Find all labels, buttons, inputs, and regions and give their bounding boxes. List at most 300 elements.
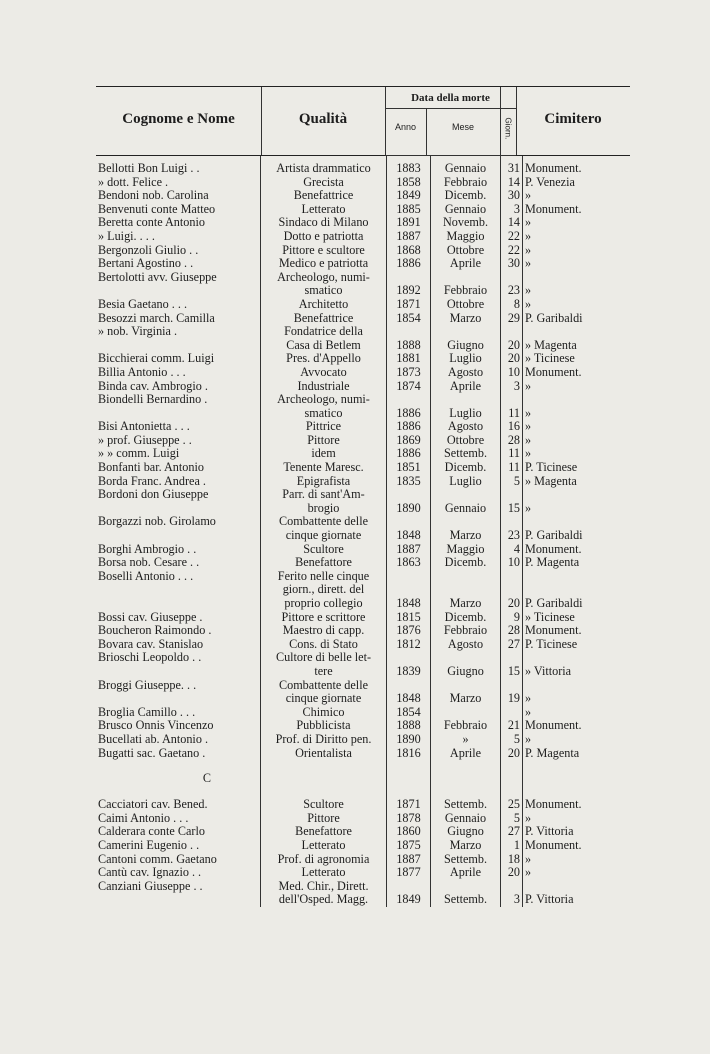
- cell-mese: [431, 679, 501, 693]
- cell-mese: Agosto: [431, 638, 501, 652]
- cell-anno: 1854: [387, 312, 431, 326]
- cell-qualita: proprio collegio: [261, 597, 387, 611]
- table-row: [96, 203, 631, 217]
- cell-anno: 1860: [387, 825, 431, 839]
- cell-qualita: Prof. di Diritto pen.: [261, 733, 387, 747]
- cell-qualita: Sindaco di Milano: [261, 216, 387, 230]
- cell-giorno: 15: [501, 665, 523, 679]
- cell-qualita: Fondatrice della: [261, 325, 387, 339]
- cell-cimitero: [523, 393, 632, 407]
- cell-giorno: [501, 325, 523, 339]
- table-row: [96, 298, 631, 312]
- cell-anno: [387, 651, 431, 665]
- cell-qualita: Ferito nelle cinque: [261, 570, 387, 584]
- cell-mese: Dicemb.: [431, 556, 501, 570]
- cell-mese: »: [431, 733, 501, 747]
- cell-cimitero: [523, 325, 632, 339]
- cell-cimitero: »: [523, 407, 632, 421]
- cell-giorno: 11: [501, 461, 523, 475]
- cell-anno: [387, 488, 431, 502]
- cell-qualita: Benefattrice: [261, 312, 387, 326]
- table-row: [96, 733, 631, 747]
- cell-anno: 1871: [387, 298, 431, 312]
- cell-qualita: Pittore e scultore: [261, 244, 387, 258]
- cell-giorno: 22: [501, 230, 523, 244]
- cell-cimitero: [523, 583, 632, 597]
- cell-cimitero: »: [523, 298, 632, 312]
- cell-mese: Aprile: [431, 257, 501, 271]
- cell-mese: [431, 325, 501, 339]
- cell-nome: Bendoni nob. Carolina: [98, 189, 209, 203]
- cell-nome: Bossi cav. Giuseppe .: [98, 610, 203, 624]
- cell-anno: 1886: [387, 447, 431, 461]
- table-row: [96, 257, 631, 271]
- cell-cimitero: [523, 515, 632, 529]
- header-qualita: Qualità: [298, 111, 348, 127]
- cell-anno: 1848: [387, 597, 431, 611]
- cell-giorno: 11: [501, 407, 523, 421]
- cell-mese: Gennaio: [431, 812, 501, 826]
- cell-qualita: giorn., dirett. del: [261, 583, 387, 597]
- cell-nome: [96, 597, 261, 611]
- cell-cimitero: Monument.: [523, 798, 632, 812]
- cell-anno: 1891: [387, 216, 431, 230]
- cell-mese: Marzo: [431, 597, 501, 611]
- cell-anno: 1858: [387, 176, 431, 190]
- cell-qualita: Scultore: [261, 798, 387, 812]
- cell-cimitero: Monument.: [523, 203, 632, 217]
- cell-mese: [431, 488, 501, 502]
- cell-qualita: Cons. di Stato: [261, 638, 387, 652]
- cell-mese: [431, 515, 501, 529]
- cell-nome: [96, 339, 261, 353]
- cell-qualita: Pittrice: [261, 420, 387, 434]
- cell-giorno: 16: [501, 420, 523, 434]
- cell-anno: 1888: [387, 719, 431, 733]
- table-row: [96, 679, 631, 693]
- cell-cimitero: P. Garibaldi: [523, 529, 632, 543]
- cell-qualita: Archeologo, numi-: [261, 393, 387, 407]
- cell-giorno: 3: [501, 380, 523, 394]
- cell-qualita: Medico e patriotta: [261, 257, 387, 271]
- cell-nome: Borgazzi nob. Girolamo: [98, 515, 216, 529]
- cell-nome: » nob. Virginia .: [98, 325, 178, 339]
- cell-nome: Cantù cav. Ignazio . .: [98, 866, 202, 880]
- cell-anno: 1874: [387, 380, 431, 394]
- cell-nome: Bergonzoli Giulio . .: [98, 243, 199, 257]
- cell-qualita: Chimico: [261, 706, 387, 720]
- cell-anno: [387, 583, 431, 597]
- cell-cimitero: »: [523, 257, 632, 271]
- table-row: [96, 839, 631, 853]
- table-row: [96, 866, 631, 880]
- cell-nome: [96, 893, 261, 907]
- cell-nome: Brioschi Leopoldo . .: [98, 651, 202, 665]
- cell-cimitero: »: [523, 216, 632, 230]
- cell-nome: [96, 502, 261, 516]
- cell-cimitero: P. Magenta: [523, 556, 632, 570]
- cell-mese: [431, 570, 501, 584]
- cell-mese: Luglio: [431, 352, 501, 366]
- table-row: [96, 893, 631, 907]
- cell-qualita: brogio: [261, 502, 387, 516]
- cell-cimitero: »: [523, 244, 632, 258]
- cell-cimitero: »: [523, 706, 632, 720]
- table-row: [96, 461, 631, 475]
- cell-qualita: Artista drammatico: [261, 162, 387, 176]
- cell-cimitero: P. Venezia: [523, 176, 632, 190]
- cell-mese: Giugno: [431, 825, 501, 839]
- table-row: [96, 597, 631, 611]
- cell-anno: 1887: [387, 853, 431, 867]
- cell-mese: Novemb.: [431, 216, 501, 230]
- cell-giorno: 5: [501, 733, 523, 747]
- cell-anno: [387, 880, 431, 894]
- cell-mese: Settemb.: [431, 798, 501, 812]
- cell-anno: 1849: [387, 893, 431, 907]
- cell-nome: Bovara cav. Stanislao: [98, 637, 204, 651]
- cell-qualita: Casa di Betlem: [261, 339, 387, 353]
- cell-mese: Gennaio: [431, 502, 501, 516]
- cell-qualita: Benefattore: [261, 556, 387, 570]
- cell-qualita: Letterato: [261, 203, 387, 217]
- cell-nome: [96, 665, 261, 679]
- cell-mese: Ottobre: [431, 244, 501, 258]
- cell-giorno: 20: [501, 352, 523, 366]
- cell-nome: » dott. Felice .: [98, 175, 169, 189]
- table-row: [96, 853, 631, 867]
- cell-nome: Calderara conte Carlo: [98, 825, 205, 839]
- cell-mese: Aprile: [431, 747, 501, 761]
- cell-giorno: [501, 271, 523, 285]
- cell-mese: Dicemb.: [431, 611, 501, 625]
- cell-nome: Borghi Ambrogio . .: [98, 542, 197, 556]
- cell-cimitero: Monument.: [523, 162, 632, 176]
- cell-nome: [96, 407, 261, 421]
- table-row: [96, 502, 631, 516]
- cell-anno: 1815: [387, 611, 431, 625]
- table-row: [96, 475, 631, 489]
- cell-mese: Giugno: [431, 339, 501, 353]
- cell-cimitero: »: [523, 502, 632, 516]
- cell-qualita: Avvocato: [261, 366, 387, 380]
- cell-nome: Bisi Antonietta . . .: [98, 420, 190, 434]
- cell-mese: Ottobre: [431, 298, 501, 312]
- cell-qualita: Dotto e patriotta: [261, 230, 387, 244]
- cell-mese: Dicemb.: [431, 189, 501, 203]
- cell-anno: 1887: [387, 543, 431, 557]
- table-row: [96, 312, 631, 326]
- cell-nome: » » comm. Luigi: [98, 447, 180, 461]
- cell-qualita: Pres. d'Appello: [261, 352, 387, 366]
- header-anno: Anno: [394, 122, 417, 132]
- cell-giorno: 15: [501, 502, 523, 516]
- cell-mese: Maggio: [431, 543, 501, 557]
- cell-anno: 1881: [387, 352, 431, 366]
- cell-anno: 1839: [387, 665, 431, 679]
- cell-cimitero: Monument.: [523, 624, 632, 638]
- table-row: [96, 339, 631, 353]
- table-row: [96, 719, 631, 733]
- cell-qualita: Parr. di sant'Am-: [261, 488, 387, 502]
- table-row: [96, 230, 631, 244]
- table-row: [96, 825, 631, 839]
- cell-qualita: smatico: [261, 284, 387, 298]
- cell-giorno: 20: [501, 339, 523, 353]
- cell-giorno: 8: [501, 298, 523, 312]
- header-data-morte: Data della morte: [411, 92, 490, 104]
- cell-giorno: 3: [501, 203, 523, 217]
- cell-cimitero: »: [523, 692, 632, 706]
- table-row: [96, 325, 631, 339]
- cell-qualita: Tenente Maresc.: [261, 461, 387, 475]
- cell-qualita: Benefattrice: [261, 189, 387, 203]
- table-row: [96, 393, 631, 407]
- section-letter-row: [96, 760, 631, 798]
- cell-giorno: [501, 583, 523, 597]
- cell-nome: Boucheron Raimondo .: [98, 624, 212, 638]
- cell-nome: Camerini Eugenio . .: [98, 838, 200, 852]
- cell-nome: [96, 529, 261, 543]
- cell-anno: 1849: [387, 189, 431, 203]
- cell-cimitero: »: [523, 853, 632, 867]
- cell-giorno: [501, 515, 523, 529]
- cell-cimitero: »: [523, 284, 632, 298]
- cell-anno: 1892: [387, 284, 431, 298]
- table-row: [96, 692, 631, 706]
- cell-cimitero: P. Magenta: [523, 747, 632, 761]
- cell-cimitero: [523, 651, 632, 665]
- cell-qualita: Benefattore: [261, 825, 387, 839]
- cell-anno: 1871: [387, 798, 431, 812]
- cell-mese: Agosto: [431, 420, 501, 434]
- cell-anno: 1854: [387, 706, 431, 720]
- cell-anno: 1886: [387, 420, 431, 434]
- cell-mese: Febbraio: [431, 719, 501, 733]
- cell-giorno: 3: [501, 893, 523, 907]
- cell-nome: Benvenuti conte Matteo: [98, 202, 216, 216]
- cell-giorno: 1: [501, 839, 523, 853]
- cell-qualita: Prof. di agronomia: [261, 853, 387, 867]
- cell-cimitero: »: [523, 434, 632, 448]
- cell-cimitero: »: [523, 812, 632, 826]
- cell-qualita: Letterato: [261, 866, 387, 880]
- cell-mese: Settemb.: [431, 893, 501, 907]
- register-body: [96, 156, 631, 907]
- cell-mese: Dicemb.: [431, 461, 501, 475]
- table-row: [96, 556, 631, 570]
- cell-cimitero: [523, 488, 632, 502]
- cell-anno: 1890: [387, 502, 431, 516]
- cell-qualita: Letterato: [261, 839, 387, 853]
- cell-qualita: Archeologo, numi-: [261, 271, 387, 285]
- cell-nome: Bicchierai comm. Luigi: [98, 352, 215, 366]
- table-header: [96, 86, 630, 156]
- cell-mese: Marzo: [431, 692, 501, 706]
- cell-mese: Febbraio: [431, 176, 501, 190]
- cell-nome: [96, 284, 261, 298]
- cell-nome: » prof. Giuseppe . .: [98, 433, 192, 447]
- cell-mese: Settemb.: [431, 447, 501, 461]
- cell-anno: 1816: [387, 747, 431, 761]
- cell-giorno: 20: [501, 866, 523, 880]
- cell-mese: [431, 706, 501, 720]
- cell-cimitero: P. Garibaldi: [523, 312, 632, 326]
- cell-nome: Cacciatori cav. Bened.: [98, 798, 208, 812]
- table-row: [96, 352, 631, 366]
- cell-giorno: [501, 570, 523, 584]
- cell-nome: [96, 583, 261, 597]
- cell-nome: Bordoni don Giuseppe: [98, 488, 209, 502]
- table-row: [96, 162, 631, 176]
- cell-cimitero: Monument.: [523, 839, 632, 853]
- cell-anno: 1888: [387, 339, 431, 353]
- cell-anno: [387, 393, 431, 407]
- cell-giorno: 30: [501, 189, 523, 203]
- cell-giorno: 23: [501, 529, 523, 543]
- table-row: [96, 543, 631, 557]
- cell-mese: Luglio: [431, 407, 501, 421]
- cell-anno: 1873: [387, 366, 431, 380]
- cell-anno: 1886: [387, 407, 431, 421]
- cell-nome: Borsa nob. Cesare . .: [98, 556, 200, 570]
- cell-qualita: Pittore: [261, 812, 387, 826]
- table-row: [96, 407, 631, 421]
- cell-nome: Bucellati ab. Antonio .: [98, 732, 209, 746]
- cell-qualita: cinque giornate: [261, 692, 387, 706]
- cell-cimitero: P. Ticinese: [523, 461, 632, 475]
- cell-giorno: [501, 679, 523, 693]
- cell-qualita: cinque giornate: [261, 529, 387, 543]
- cell-nome: Besia Gaetano . . .: [98, 297, 188, 311]
- cell-anno: 1886: [387, 257, 431, 271]
- cell-mese: Giugno: [431, 665, 501, 679]
- cell-qualita: Med. Chir., Dirett.: [261, 880, 387, 894]
- header-cognome-nome: Cognome e Nome: [122, 111, 235, 127]
- cell-anno: 1848: [387, 529, 431, 543]
- cell-mese: Ottobre: [431, 434, 501, 448]
- table-row: [96, 570, 631, 584]
- cell-nome: Bellotti Bon Luigi . .: [98, 162, 200, 175]
- cell-giorno: [501, 651, 523, 665]
- cell-qualita: Cultore di belle let-: [261, 651, 387, 665]
- cell-mese: Luglio: [431, 475, 501, 489]
- cell-cimitero: »: [523, 733, 632, 747]
- cell-nome: Broglia Camillo . . .: [98, 705, 196, 719]
- section-letter: C: [202, 771, 212, 786]
- cell-cimitero: [523, 570, 632, 584]
- register-table: [96, 86, 630, 907]
- cell-nome: Canziani Giuseppe . .: [98, 879, 203, 893]
- cell-giorno: 28: [501, 434, 523, 448]
- cell-cimitero: [523, 271, 632, 285]
- cell-mese: [431, 271, 501, 285]
- cell-cimitero: P. Vittoria: [523, 825, 632, 839]
- cell-qualita: tere: [261, 665, 387, 679]
- table-row: [96, 706, 631, 720]
- cell-mese: Marzo: [431, 529, 501, 543]
- cell-giorno: 10: [501, 366, 523, 380]
- cell-mese: Maggio: [431, 230, 501, 244]
- cell-anno: 1887: [387, 230, 431, 244]
- cell-anno: 1878: [387, 812, 431, 826]
- cell-qualita: idem: [261, 447, 387, 461]
- cell-cimitero: [523, 880, 632, 894]
- cell-qualita: Pittore e scrittore: [261, 611, 387, 625]
- table-row: [96, 447, 631, 461]
- cell-nome: [96, 692, 261, 706]
- cell-giorno: 27: [501, 638, 523, 652]
- cell-giorno: [501, 488, 523, 502]
- table-row: [96, 515, 631, 529]
- cell-nome: Broggi Giuseppe. . .: [98, 678, 197, 692]
- table-row: [96, 665, 631, 679]
- cell-nome: Cantoni comm. Gaetano: [98, 852, 217, 866]
- cell-giorno: 28: [501, 624, 523, 638]
- cell-mese: Febbraio: [431, 624, 501, 638]
- cell-giorno: 20: [501, 747, 523, 761]
- table-row: [96, 176, 631, 190]
- cell-giorno: 29: [501, 312, 523, 326]
- cell-anno: 1851: [387, 461, 431, 475]
- table-row: [96, 216, 631, 230]
- cell-anno: [387, 679, 431, 693]
- cell-cimitero: »: [523, 189, 632, 203]
- cell-anno: 1875: [387, 839, 431, 853]
- table-row: [96, 380, 631, 394]
- cell-qualita: Combattente delle: [261, 679, 387, 693]
- table-row: [96, 420, 631, 434]
- cell-nome: Bugatti sac. Gaetano .: [98, 746, 206, 760]
- table-row: [96, 583, 631, 597]
- cell-cimitero: Monument.: [523, 543, 632, 557]
- cell-anno: 1885: [387, 203, 431, 217]
- cell-cimitero: Monument.: [523, 366, 632, 380]
- cell-nome: Borda Franc. Andrea .: [98, 474, 206, 488]
- cell-cimitero: » Vittoria: [523, 665, 632, 679]
- cell-qualita: Orientalista: [261, 747, 387, 761]
- cell-giorno: 30: [501, 257, 523, 271]
- cell-mese: Marzo: [431, 312, 501, 326]
- cell-giorno: 5: [501, 475, 523, 489]
- cell-giorno: 20: [501, 597, 523, 611]
- table-row: [96, 798, 631, 812]
- header-divider: [385, 155, 516, 156]
- cell-mese: Settemb.: [431, 853, 501, 867]
- cell-giorno: 9: [501, 611, 523, 625]
- cell-giorno: 5: [501, 812, 523, 826]
- cell-anno: 1877: [387, 866, 431, 880]
- cell-mese: Gennaio: [431, 162, 501, 176]
- cell-anno: 1883: [387, 162, 431, 176]
- cell-nome: Bonfanti bar. Antonio: [98, 461, 204, 475]
- header-giorno: Giorn.: [503, 117, 513, 140]
- cell-qualita: Combattente delle: [261, 515, 387, 529]
- table-row: [96, 747, 631, 761]
- cell-anno: 1848: [387, 692, 431, 706]
- table-row: [96, 271, 631, 285]
- table-row: [96, 488, 631, 502]
- cell-nome: Billia Antonio . . .: [98, 365, 186, 379]
- cell-anno: 1876: [387, 624, 431, 638]
- cell-anno: [387, 570, 431, 584]
- cell-qualita: Pittore: [261, 434, 387, 448]
- table-row: [96, 244, 631, 258]
- cell-nome: Boselli Antonio . . .: [98, 569, 194, 583]
- cell-giorno: 27: [501, 825, 523, 839]
- cell-giorno: 10: [501, 556, 523, 570]
- cell-anno: [387, 515, 431, 529]
